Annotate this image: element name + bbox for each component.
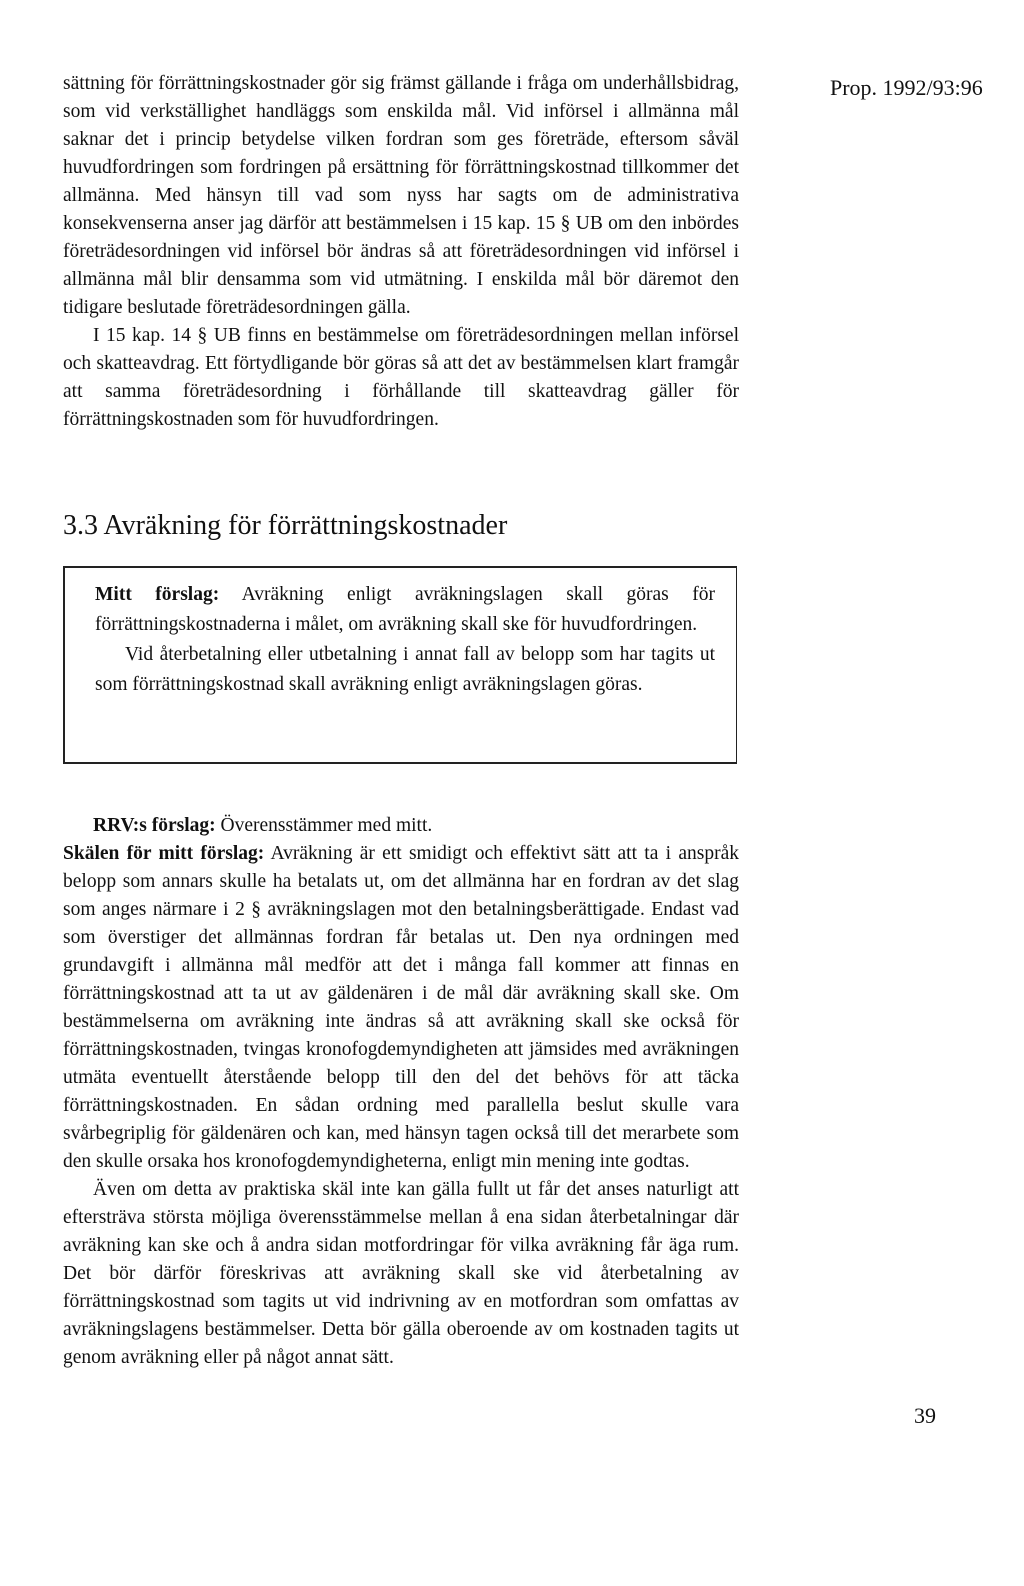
- reasons-paragraph: [63, 840, 739, 1176]
- reasons-label: Skälen för mitt förslag:: [63, 843, 265, 864]
- paragraph: sättning för förrättningskostnader gör sig främst gällande i fråga om underhållsbidrag, som vid verkställighet handläggs som enskilda mål. Vid införsel i allmänna mål saknar det i princip betydelse vilken fordran som ges företräde, eftersom såväl huvudfordringen som fordringen på ersättning för förrättningskostnad tillkommer det allmänna. Med hänsyn till vad som nyss har sagts om de administrativa konsekvenserna anser jag därför att bestämmelsen i 15 kap. 15 § UB om den inbördes företrädesordningen vid införsel bör ändras så att företrädesordningen vid införsel i allmänna mål blir densamma som vid utmätning. I enskilda mål bör däremot den tidigare beslutade företrädesordningen gälla.: [63, 73, 739, 318]
- body-text-bottom: [63, 812, 739, 1372]
- paragraph: Även om detta av praktiska skäl inte kan gälla fullt ut får det anses naturligt att eftersträva största möjliga överensstämmelse mellan å ena sidan återbetalningar där avräkning kan ske och å andra sidan motfordringar för vilka avräkning får äga rum. Det bör därför föreskrivas att avräkning skall ske vid återbetalning av förrättningskostnad som tagits ut vid indrivning av en motfordran som omfattas av avräkningslagens bestämmelser. Detta bör gälla oberoende av om kostnaden tagits ut genom avräkning eller på något annat sätt.: [63, 1179, 739, 1368]
- rrv-label: RRV:s förslag:: [93, 815, 216, 836]
- proposal-label: Mitt förslag:: [95, 584, 220, 605]
- rrv-text: Överensstämmer med mitt.: [215, 815, 433, 836]
- reasons-text: Avräkning är ett smidigt och effektivt sätt att ta i anspråk belopp som annars skulle ha betalats ut, om det allmänna har en fordran av det slag som anges närmare i 2 § avräkningslagen mot den betalningsberättigade. Endast vad som överstiger det allmännas fordran får betalas ut. Den nya ordningen med grundavgift i allmänna mål medför att det i många fall kommer att finnas en förrättningskostnad att ta ut av gäldenären i de mål där avräkning skall ske. Om bestämmelserna om avräkning inte ändras så att avräkning skall ske också för förrättningskostnaden, tvingas kronofogdemyndigheten att jämsides med avräkningen utmäta eventuellt återstående belopp till den del det behövs för att täcka förrättningskostnaden. En sådan ordning med parallella beslut skulle vara svårbegriplig för gäldenären och kan, med hänsyn tagen också till det merarbete som den skulle orsaka hos kronofogdemyndigheterna, enligt min mening inte godtas.: [63, 843, 739, 1172]
- page-number: 39: [914, 1403, 936, 1428]
- proposal-box: [63, 566, 737, 764]
- paragraph: I 15 kap. 14 § UB finns en bestämmelse om företrädesordningen mellan införsel och skatteavdrag. Ett förtydligande bör göras så att det av bestämmelsen klart framgår att samma företrädesordning i förhållande till skatteavdrag gäller för förrättningskostnaden som för huvudfordringen.: [63, 325, 739, 430]
- proposal-text: Avräkning enligt avräkningslagen skall göras för förrättningskostnaderna i målet, om avräkning skall ske för huvudfordringen.: [95, 584, 715, 635]
- page-reference: Prop. 1992/93:96: [830, 75, 983, 100]
- proposal-paragraph: [95, 580, 715, 640]
- proposal-paragraph-2: Vid återbetalning eller utbetalning i annat fall av belopp som har tagits ut som förrättningskostnad skall avräkning enligt avräkningslagen göras.: [95, 644, 715, 695]
- body-text-top: [63, 70, 739, 434]
- rrv-paragraph: [63, 812, 739, 840]
- section-heading: 3.3 Avräkning för förrättningskostnader: [63, 510, 508, 541]
